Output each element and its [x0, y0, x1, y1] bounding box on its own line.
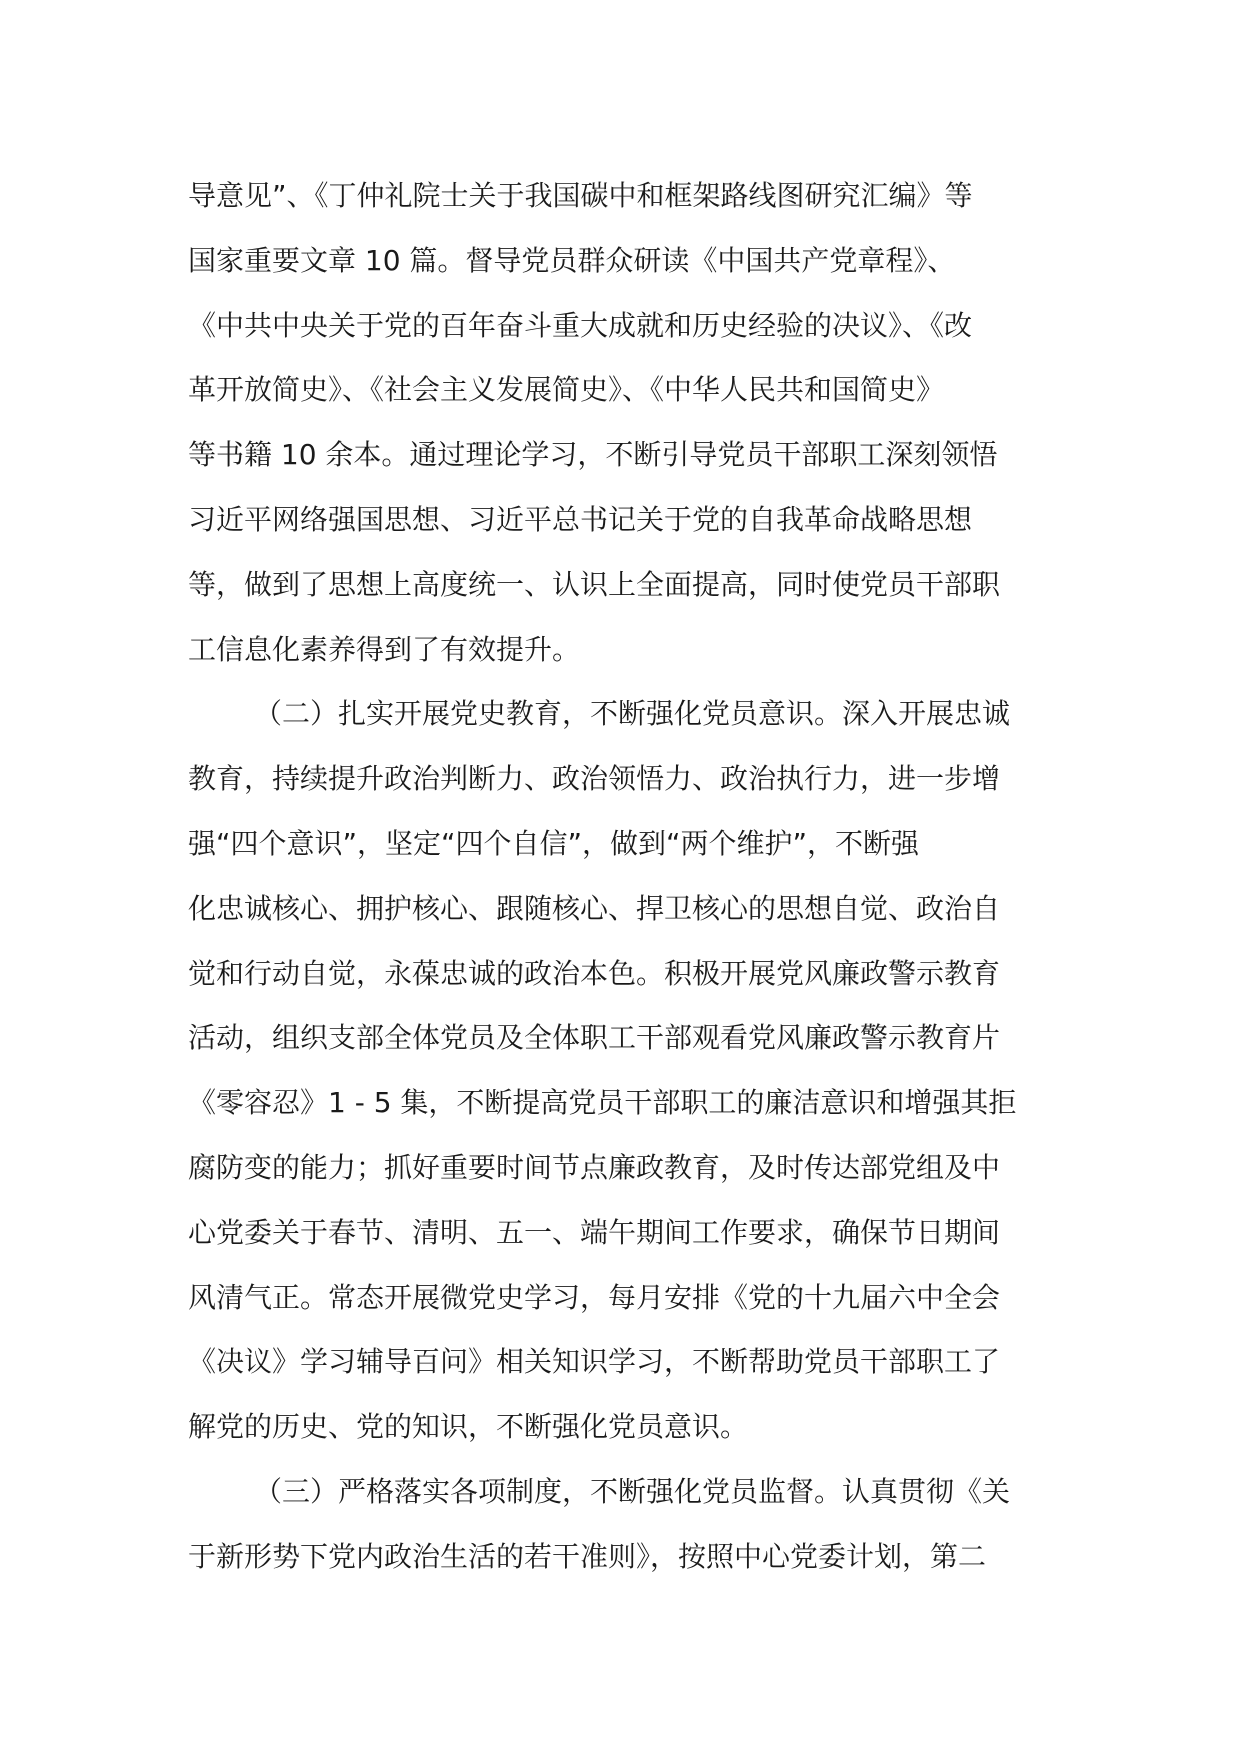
text-line: 活动，组织支部全体党员及全体职工干部观看党风廉政警示教育片 — [188, 1021, 1001, 1055]
text-line: 教育，持续提升政治判断力、政治领悟力、政治执行力，进一步增 — [188, 762, 1001, 796]
text-line: 腐防变的能力；抓好重要时间节点廉政教育，及时传达部党组及中 — [188, 1150, 1001, 1184]
section-heading-line: （三）严格落实各项制度，不断强化党员监督。认真贯彻《关 — [254, 1474, 1011, 1508]
text-line: 等书籍 10 余本。通过理论学习，不断引导党员干部职工深刻领悟 — [188, 438, 998, 472]
text-line: 《零容忍》1 - 5 集，不断提高党员干部职工的廉洁意识和增强其拒 — [188, 1086, 1017, 1120]
text-line: 心党委关于春节、清明、五一、端午期间工作要求，确保节日期间 — [188, 1215, 1001, 1249]
text-line: 《中共中央关于党的百年奋斗重大成就和历史经验的决议》、《改 — [188, 308, 973, 342]
text-line: 等，做到了思想上高度统一、认识上全面提高，同时使党员干部职 — [188, 567, 1001, 601]
text-line: 《决议》学习辅导百问》相关知识学习，不断帮助党员干部职工了 — [188, 1345, 1001, 1379]
text-line: 于新形势下党内政治生活的若干准则》，按照中心党委计划，第二 — [188, 1539, 987, 1573]
text-line: 导意见”、《丁仲礼院士关于我国碳中和框架路线图研究汇编》等 — [188, 179, 973, 212]
text-line: 化忠诚核心、拥护核心、跟随核心、捍卫核心的思想自觉、政治自 — [188, 891, 1001, 925]
section-heading-line: （二）扎实开展党史教育，不断强化党员意识。深入开展忠诚 — [254, 697, 1011, 731]
text-line: 解党的历史、党的知识，不断强化党员意识。 — [188, 1410, 749, 1444]
text-line: 革开放简史》、《社会主义发展简史》、《中华人民共和国简史》 — [188, 373, 945, 407]
document-body — [188, 164, 1048, 1590]
text-line: 国家重要文章 10 篇。督导党员群众研读《中国共产党章程》、 — [188, 243, 956, 277]
text-line: 习近平网络强国思想、习近平总书记关于党的自我革命战略思想 — [188, 502, 973, 536]
text-line: 风清气正。常态开展微党史学习，每月安排《党的十九届六中全会 — [188, 1280, 1001, 1314]
text-line: 觉和行动自觉，永葆忠诚的政治本色。积极开展党风廉政警示教育 — [188, 956, 1001, 990]
text-line: 工信息化素养得到了有效提升。 — [188, 632, 581, 666]
text-line: 强“四个意识”，坚定“四个自信”，做到“两个维护”，不断强 — [188, 826, 920, 860]
